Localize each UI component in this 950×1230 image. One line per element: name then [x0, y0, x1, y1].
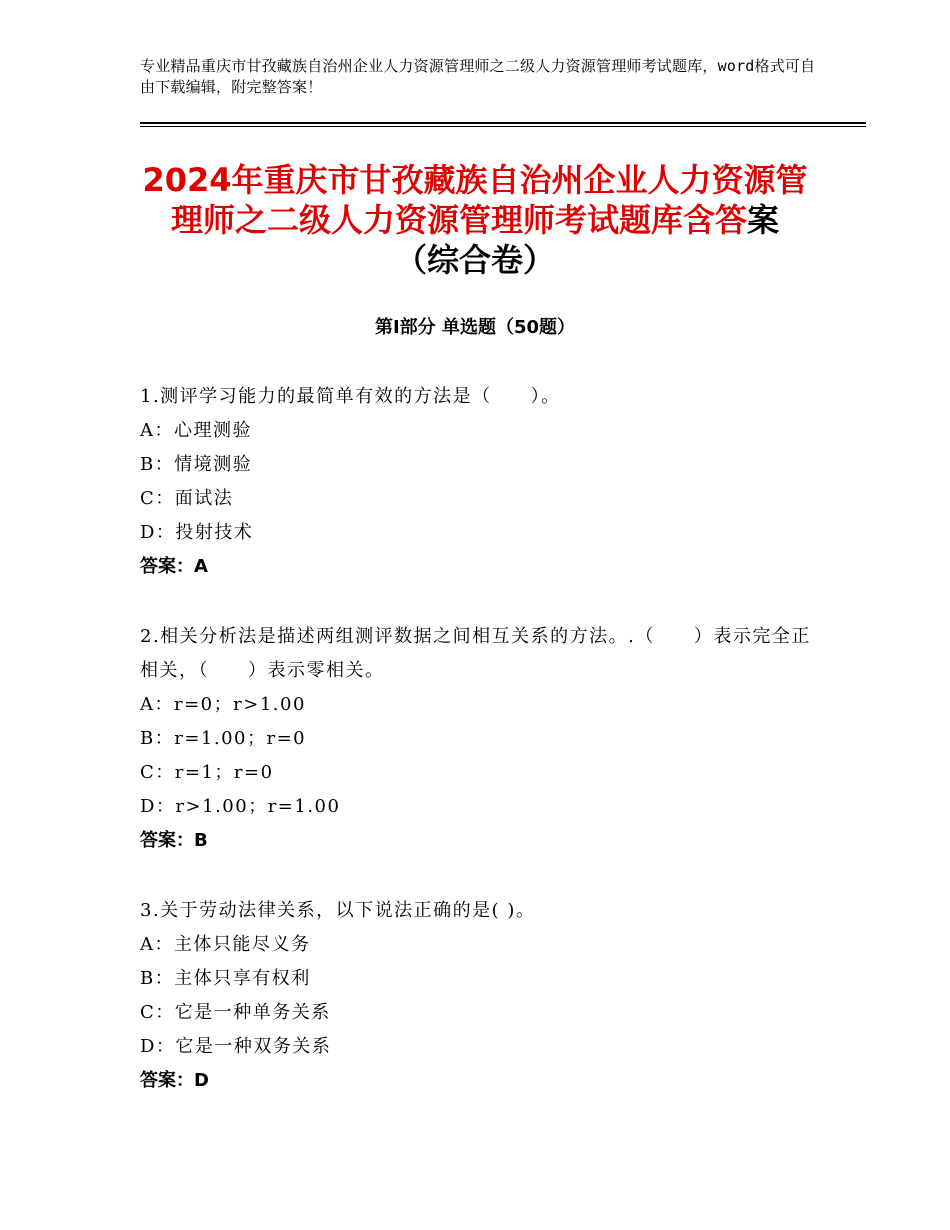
- answer-label: 答案：B: [140, 830, 208, 851]
- question-2: [140, 620, 820, 858]
- option-c: C：面试法: [140, 488, 234, 509]
- option-a: A：心理测验: [140, 420, 252, 441]
- option-c: C：它是一种单务关系: [140, 1002, 331, 1023]
- header-divider-thin: [140, 126, 866, 127]
- option-b: B：情境测验: [140, 454, 253, 475]
- question-stem: 2.相关分析法是描述两组测评数据之间相互关系的方法。.（ ）表示完全正相关，（ ）表示零相关。: [140, 626, 811, 681]
- question-1: [140, 380, 820, 584]
- option-d: D：r>1.00；r=1.00: [140, 796, 341, 817]
- question-stem: 1.测评学习能力的最简单有效的方法是（ ）。: [140, 386, 561, 407]
- option-b: B：主体只享有权利: [140, 968, 311, 989]
- document-title-tail: 案（综合卷）: [394, 201, 780, 279]
- answer-label: 答案：A: [140, 556, 208, 577]
- option-a: A：r=0；r>1.00: [140, 694, 306, 715]
- header-note: 专业精品重庆市甘孜藏族自治州企业人力资源管理师之二级人力资源管理师考试题库，word格式可自由下载编辑，附完整答案！: [140, 57, 816, 96]
- option-c: C：r=1；r=0: [140, 762, 274, 783]
- question-list: [140, 380, 820, 1134]
- document-title-main: 2024年重庆市甘孜藏族自治州企业人力资源管理师之二级人力资源管理师考试题库含答: [142, 161, 808, 239]
- answer-label: 答案：D: [140, 1070, 209, 1091]
- question-stem: 3.关于劳动法律关系，以下说法正确的是( )。: [140, 900, 536, 921]
- option-d: D：它是一种双务关系: [140, 1036, 332, 1057]
- section-heading: 第Ⅰ部分 单选题（50题）: [374, 317, 575, 338]
- option-a: A：主体只能尽义务: [140, 934, 311, 955]
- header-divider-thick: [140, 122, 866, 124]
- option-d: D：投射技术: [140, 522, 254, 543]
- option-b: B：r=1.00；r=0: [140, 728, 307, 749]
- document-title: [140, 160, 810, 280]
- question-3: [140, 894, 820, 1098]
